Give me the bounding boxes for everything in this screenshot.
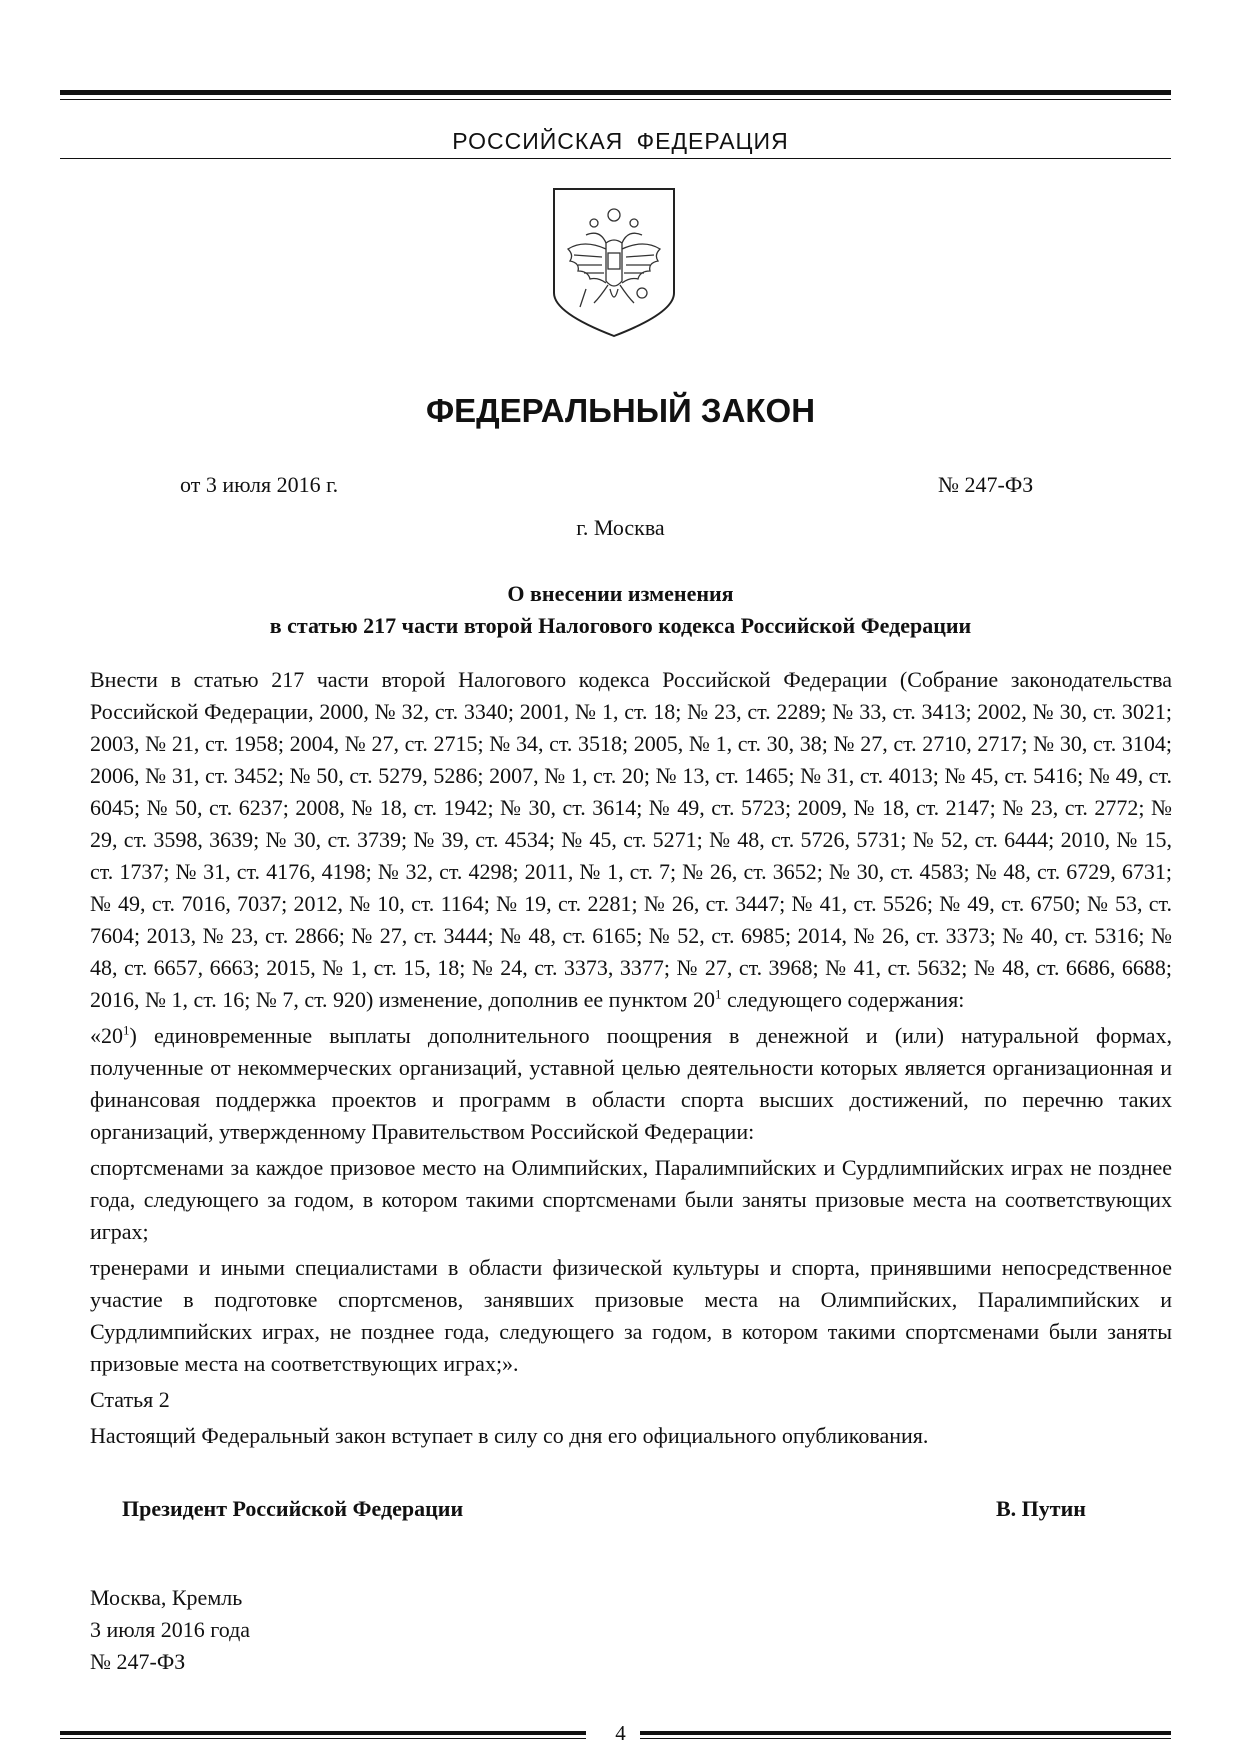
page-number: 4 — [615, 1721, 626, 1745]
paragraph-1 — [90, 664, 1172, 1016]
header-underline — [60, 158, 1171, 159]
paragraph-2-lead: «20 — [90, 1023, 123, 1048]
article-2-text: Настоящий Федеральный закон вступает в силу со дня его официального опубликования. — [90, 1423, 929, 1448]
law-number: № 247-ФЗ — [938, 472, 1034, 497]
paragraph-4: тренерами и иными специалистами в области физической культуры и спорта, принявшими непосредственное участие в подготовке спортсменов, занявших призовые места на Олимпийских, Паралимпийских и Сурдлимпийских играх, не позднее года, следующего за годом, в котором такими спортсменами были заняты призовые места на соответствующих играх;». — [90, 1255, 1172, 1376]
top-rule-thick — [60, 90, 1171, 95]
paragraph-1-tail: следующего содержания: — [721, 987, 965, 1012]
law-title: ФЕДЕРАЛЬНЫЙ ЗАКОН — [425, 392, 816, 429]
law-city: г. Москва — [576, 515, 665, 540]
paragraph-1-text: Внести в статью 217 части второй Налогового кодекса Российской Федерации (Собрание законодательства Российской Федерации, 2000, № 32, ст. 3340; 2001, № 1, ст. 18; № 23, ст. 2289; № 33, ст. 3413; 2002, № 30, ст. 3021; 2003, № 21, ст. 1958; 2004, № 27, ст. 2715; № 34, ст. 3518; 2005, № 1, ст. 30, 38; № 27, ст. 2710, 2717; № 30, ст. 3104; 2006, № 31, ст. 3452; № 50, ст. 5279, 5286; 2007, № 1, ст. 20; № 13, ст. 1465; № 31, ст. 4013; № 45, ст. 5416; № 49, ст. 6045; № 50, ст. 6237; 2008, № 18, ст. 1942; № 30, ст. 3614; № 49, ст. 5723; 2009, № 18, ст. 2147; № 23, ст. 2772; № 29, ст. 3598, 3639; № 30, ст. 3739; № 39, ст. 4534; № 45, ст. 5271; № 48, ст. 5726, 5731; № 52, ст. 6444; 2010, № 15, ст. 1737; № 31, ст. 4176, 4198; № 32, ст. 4298; 2011, № 1, ст. 7; № 26, ст. 3652; № 30, ст. 4583; № 48, ст. 6729, 6731; № 49, ст. 7016, 7037; 2012, № 10, ст. 1164; № 19, ст. 2281; № 26, ст. 3447; № 41, ст. 5526; № 49, ст. 6750; № 53, ст. 7604; 2013, № 23, ст. 2866; № 27, ст. 3444; № 48, ст. 6165; № 52, ст. 6985; 2014, № 26, ст. 3373; № 40, ст. 5316; № 48, ст. 6657, 6663; 2015, № 1, ст. 15, 18; № 24, ст. 3373, 3377; № 27, ст. 3968; № 41, ст. 5632; № 48, ст. 6686, 6688; 2016, № 1, ст. 16; № 7, ст. 920) изменение, дополнив ее пунктом 20 — [90, 667, 1172, 1012]
top-rule-thin — [60, 99, 1171, 100]
signature-name: В. Путин — [996, 1496, 1086, 1521]
paragraph-2 — [90, 1020, 1172, 1148]
signature-position: Президент Российской Федерации — [122, 1496, 464, 1521]
law-body — [90, 664, 1172, 1456]
paragraph-2-text: ) единовременные выплаты дополнительного поощрения в денежной и (или) натуральной формах, полученные от некоммерческих организаций, уставной целью деятельности которых является организационная и финансовая поддержка проектов и программ в области спорта высших достижений, по перечню таких организаций, утвержденному Правительством Российской Федерации: — [90, 1023, 1172, 1144]
header-country: РОССИЙСКАЯ ФЕДЕРАЦИЯ — [452, 128, 789, 154]
double-headed-eagle-emblem-icon — [550, 185, 678, 340]
law-subject — [0, 578, 1241, 642]
subject-line-2: в статью 217 части второй Налогового кодекса Российской Федерации — [269, 613, 972, 638]
place-line-1: Москва, Кремль — [90, 1585, 243, 1610]
subject-line-1: О внесении изменения — [507, 581, 734, 606]
paragraph-3: спортсменами за каждое призовое место на Олимпийских, Паралимпийских и Сурдлимпийских играх не позднее года, следующего за годом, в котором такими спортсменами были заняты призовые места на соответствующих играх; — [90, 1155, 1172, 1244]
law-date: от 3 июля 2016 г. — [180, 472, 339, 497]
place-block — [90, 1582, 250, 1678]
place-line-3: № 247-ФЗ — [90, 1649, 186, 1674]
article-2-title: Статья 2 — [90, 1387, 170, 1412]
paragraph-2-superscript: 1 — [123, 1022, 130, 1038]
place-line-2: 3 июля 2016 года — [90, 1617, 251, 1642]
paragraph-1-superscript: 1 — [714, 986, 722, 1002]
